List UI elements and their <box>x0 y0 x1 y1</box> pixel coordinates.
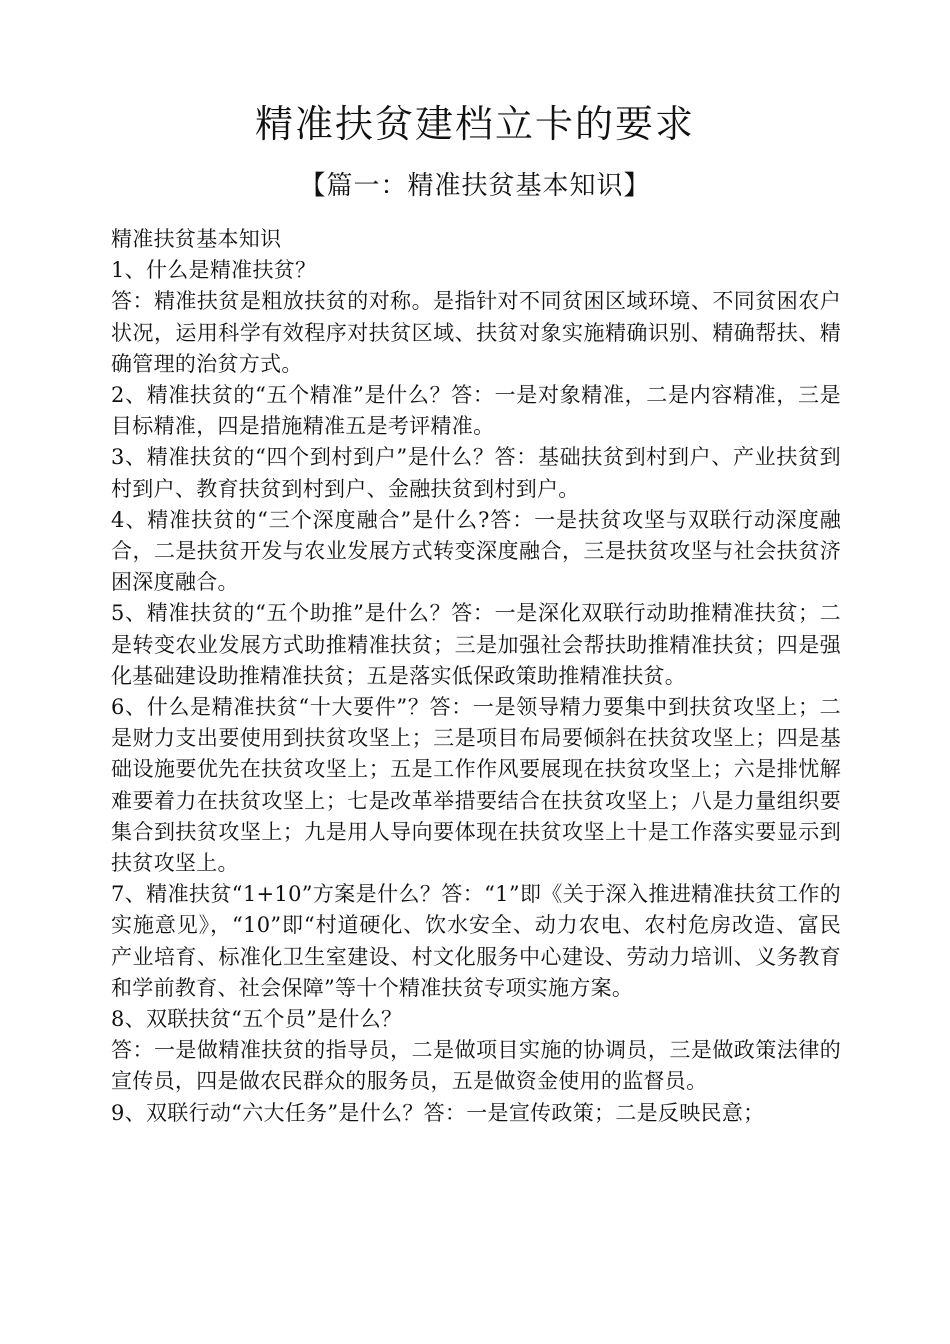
answer-1: 答：精准扶贫是粗放扶贫的对称。是指针对不同贫困区域环境、不同贫困农户状况，运用科学有效程序对扶贫区域、扶贫对象实施精确识别、精确帮扶、精确管理的治贫方式。 <box>111 289 841 376</box>
answer-8: 答：一是做精准扶贫的指导员，二是做项目实施的协调员，三是做政策法律的宣传员，四是做农民群众的服务员，五是做资金使用的监督员。 <box>111 1038 841 1094</box>
question-1: 1、什么是精准扶贫？ <box>111 258 317 283</box>
question-7: 7、精准扶贫“1+10”方案是什么？答：“1”即《关于深入推进精准扶贫工作的实施意见》，“10”即“村道硬化、饮水安全、动力农电、农村危房改造、富民产业培育、标准化卫生室建设、村文化服务中心建设、劳动力培训、义务教育和学前教育、社会保障”等十个精准扶贫专项实施方案。 <box>111 882 841 1000</box>
question-9: 9、双联行动“六大任务”是什么？答：一是宣传政策；二是反映民意； <box>111 1100 765 1125</box>
question-2: 2、精准扶贫的“五个精准”是什么？答：一是对象精准，二是内容精准，三是目标精准，四是措施精准五是考评精准。 <box>111 383 841 439</box>
section-heading: 【篇一：精准扶贫基本知识】 <box>299 171 651 201</box>
document-body <box>111 224 841 1129</box>
body-heading: 精准扶贫基本知识 <box>111 227 282 251</box>
question-5: 5、精准扶贫的“五个助推”是什么？答：一是深化双联行动助推精准扶贫；二是转变农业发展方式助推精准扶贫；三是加强社会帮扶助推精准扶贫；四是强化基础建设助推精准扶贫；五是落实低保政策助推精准扶贫。 <box>111 601 841 688</box>
question-8: 8、双联扶贫“五个员”是什么？ <box>111 1007 403 1032</box>
question-3: 3、精准扶贫的“四个到村到户”是什么？答：基础扶贫到村到户、产业扶贫到村到户、教育扶贫到村到户、金融扶贫到村到户。 <box>111 445 841 501</box>
question-4: 4、精准扶贫的“三个深度融合”是什么?答：一是扶贫攻坚与双联行动深度融合，二是扶贫开发与农业发展方式转变深度融合，三是扶贫攻坚与社会扶贫济困深度融合。 <box>111 507 841 595</box>
document-title: 精准扶贫建档立卡的要求 <box>254 102 695 146</box>
question-6: 6、什么是精准扶贫“十大要件”？答：一是领导精力要集中到扶贫攻坚上；二是财力支出要使用到扶贫攻坚上；三是项目布局要倾斜在扶贫攻坚上；四是基础设施要优先在扶贫攻坚上；五是工作作风要展现在扶贫攻坚上；六是排忧解难要着力在扶贫攻坚上；七是改革举措要结合在扶贫攻坚上；八是力量组织要集合到扶贫攻坚上；九是用人导向要体现在扶贫攻坚上十是工作落实要显示到扶贫攻坚上。 <box>111 695 841 876</box>
